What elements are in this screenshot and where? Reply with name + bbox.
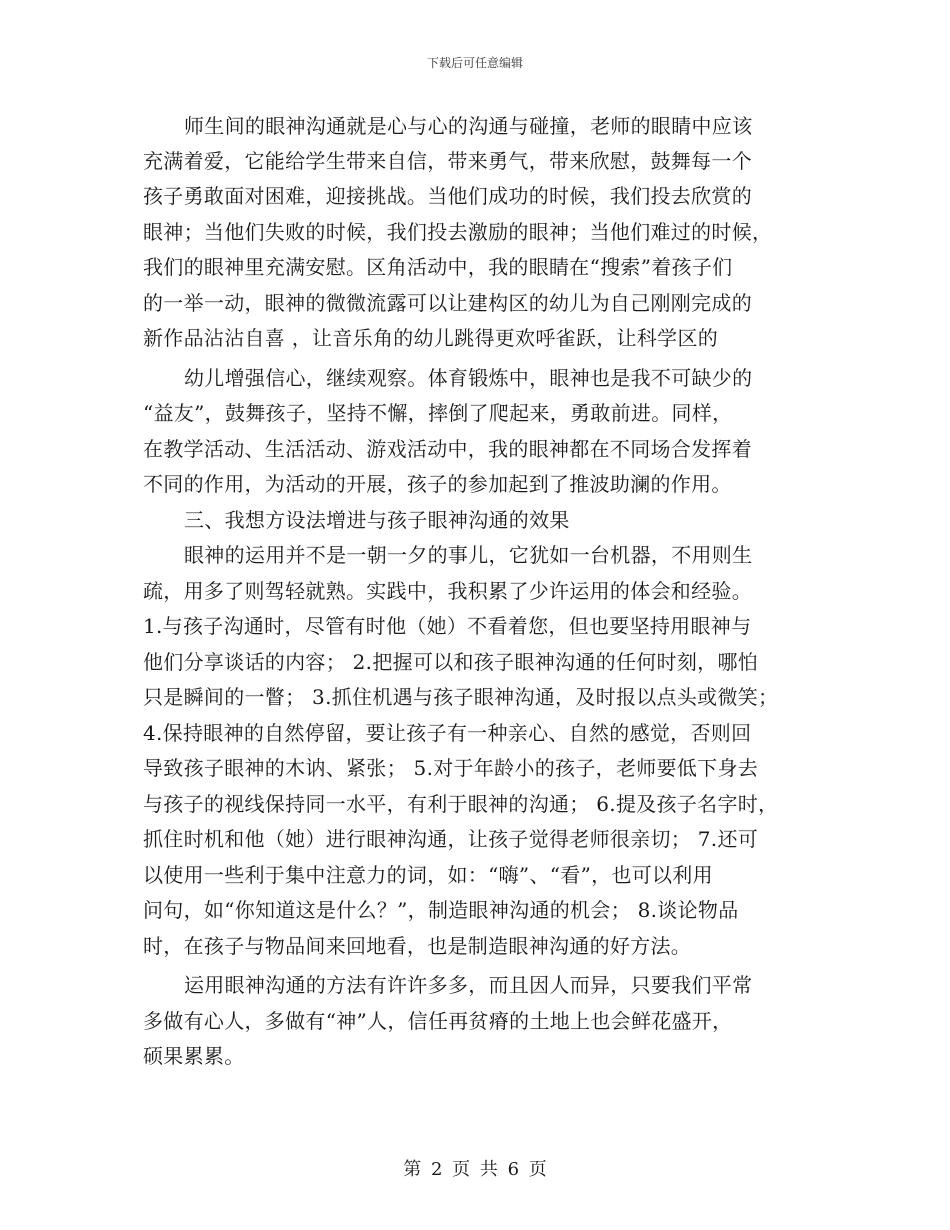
body-line: 导致孩子眼神的木讷、紧张； 5.对于年龄小的孩子，老师要低下身去 — [143, 756, 759, 780]
body-line: 疏，用多了则驾轻就熟。实践中，我积累了少许运用的体会和经验。 — [143, 579, 752, 603]
body-line: 他们分享谈话的内容； 2.把握可以和孩子眼神沟通的任何时刻，哪怕 — [143, 650, 759, 674]
page-header: 下载后可任意编辑 — [426, 56, 523, 70]
body-line: 眼神的运用并不是一朝一夕的事儿，它犹如一台机器，不用则生 — [184, 543, 753, 567]
body-line: 问句，如“你知道这是什么？”，制造眼神沟通的机会； 8.谈论物品 — [143, 898, 739, 922]
body-line: 新作品沾沾自喜 ，让音乐角的幼儿跳得更欢呼雀跃，让科学区的 — [143, 326, 719, 350]
page-footer: 第 2 页 共 6 页 — [403, 1159, 547, 1180]
body-line: 4.保持眼神的自然停留，要让孩子有一种亲心、自然的感觉，否则回 — [143, 721, 752, 745]
body-line: 充满着爱，它能给学生带来自信，带来勇气，带来欣慰，鼓舞每一个 — [143, 149, 752, 173]
body-line: 以使用一些利于集中注意力的词，如：“嗨”、“看”，也可以利用 — [143, 863, 713, 887]
body-line: 运用眼神沟通的方法有许许多多，而且因人而异，只要我们平常 — [184, 973, 753, 997]
body-line: 眼神；当他们失败的时候，我们投去激励的眼神；当他们难过的时候， — [143, 220, 773, 244]
body-line: 幼儿增强信心，继续观察。体育锻炼中，眼神也是我不可缺少的 — [184, 366, 753, 390]
body-line: 不同的作用，为活动的开展，孩子的参加起到了推波助澜的作用。 — [143, 472, 732, 496]
body-line: “益友”，鼓舞孩子，坚持不懈，摔倒了爬起来，勇敢前进。同样， — [143, 401, 733, 425]
body-line: 我们的眼神里充满安慰。区角活动中，我的眼睛在“搜索”着孩子们 — [143, 255, 733, 279]
body-line: 孩子勇敢面对困难，迎接挑战。当他们成功的时候，我们投去欣赏的 — [143, 184, 752, 208]
body-line: 师生间的眼神沟通就是心与心的沟通与碰撞，老师的眼睛中应该 — [184, 114, 753, 138]
body-line: 在教学活动、生活活动、游戏活动中，我的眼神都在不同场合发挥着 — [143, 437, 752, 461]
body-line: 时，在孩子与物品间来回地看，也是制造眼神沟通的好方法。 — [143, 934, 692, 958]
body-line: 1.与孩子沟通时，尽管有时他（她）不看着您，但也要坚持用眼神与 — [143, 614, 752, 638]
body-line: 与孩子的视线保持同一水平，有利于眼神的沟通； 6.提及孩子名字时， — [143, 792, 779, 816]
body-line: 只是瞬间的一瞥； 3.抓住机遇与孩子眼神沟通，及时报以点头或微笑； — [143, 685, 779, 709]
body-line: 抓住时机和他（她）进行眼神沟通，让孩子觉得老师很亲切； 7.还可 — [143, 827, 759, 851]
section-heading: 三、我想方设法增进与孩子眼神沟通的效果 — [184, 508, 570, 532]
body-line: 的一举一动，眼神的微微流露可以让建构区的幼儿为自己刚刚完成的 — [143, 291, 752, 315]
body-line: 多做有心人，多做有“神”人，信任再贫瘠的土地上也会鲜花盛开， — [143, 1009, 733, 1033]
body-line: 硕果累累。 — [143, 1044, 245, 1068]
